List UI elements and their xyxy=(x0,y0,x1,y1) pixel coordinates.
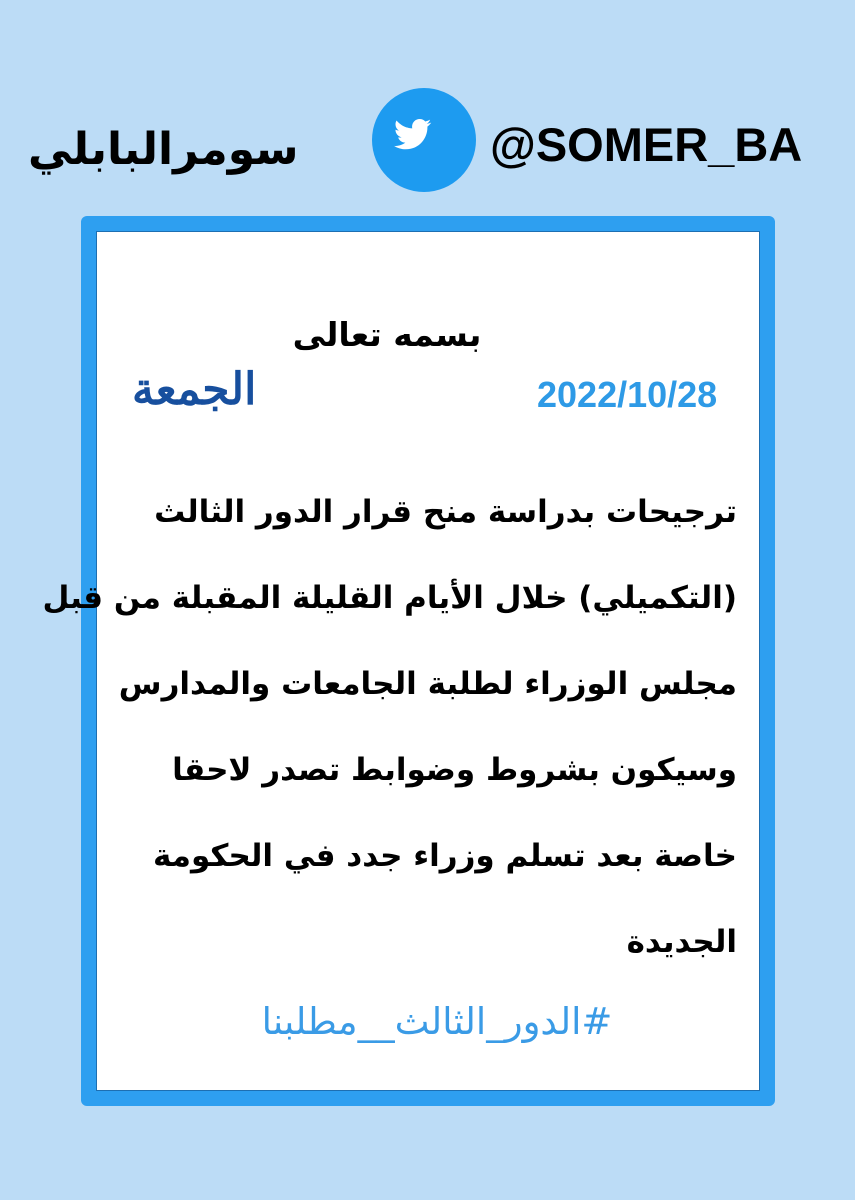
author-name: سومرالبابلي xyxy=(28,124,299,175)
body-line: الجديدة xyxy=(626,924,737,960)
twitter-handle: @SOMER_BA xyxy=(490,118,803,171)
date-label: 2022/10/28 xyxy=(537,374,718,415)
header xyxy=(0,0,855,215)
body-line: وسيكون بشروط وضوابط تصدر لاحقا xyxy=(172,752,737,788)
body-line: خاصة بعد تسلم وزراء جدد في الحكومة xyxy=(152,838,737,874)
body-line: ترجيحات بدراسة منح قرار الدور الثالث xyxy=(154,494,737,530)
twitter-bird-icon xyxy=(372,88,476,192)
hashtag: #الدور_الثالث__مطلبنا xyxy=(261,1000,613,1043)
body-line: مجلس الوزراء لطلبة الجامعات والمدارس xyxy=(118,666,737,702)
day-label: الجمعة xyxy=(132,364,257,415)
announcement-card xyxy=(42,231,760,1091)
body-line: (التكميلي) خلال الأيام القليلة المقبلة من قبل xyxy=(42,580,737,616)
announcement-body xyxy=(42,487,737,1003)
basmala-heading: بسمه تعالى xyxy=(292,315,482,354)
announcement-card-border xyxy=(42,216,775,1106)
